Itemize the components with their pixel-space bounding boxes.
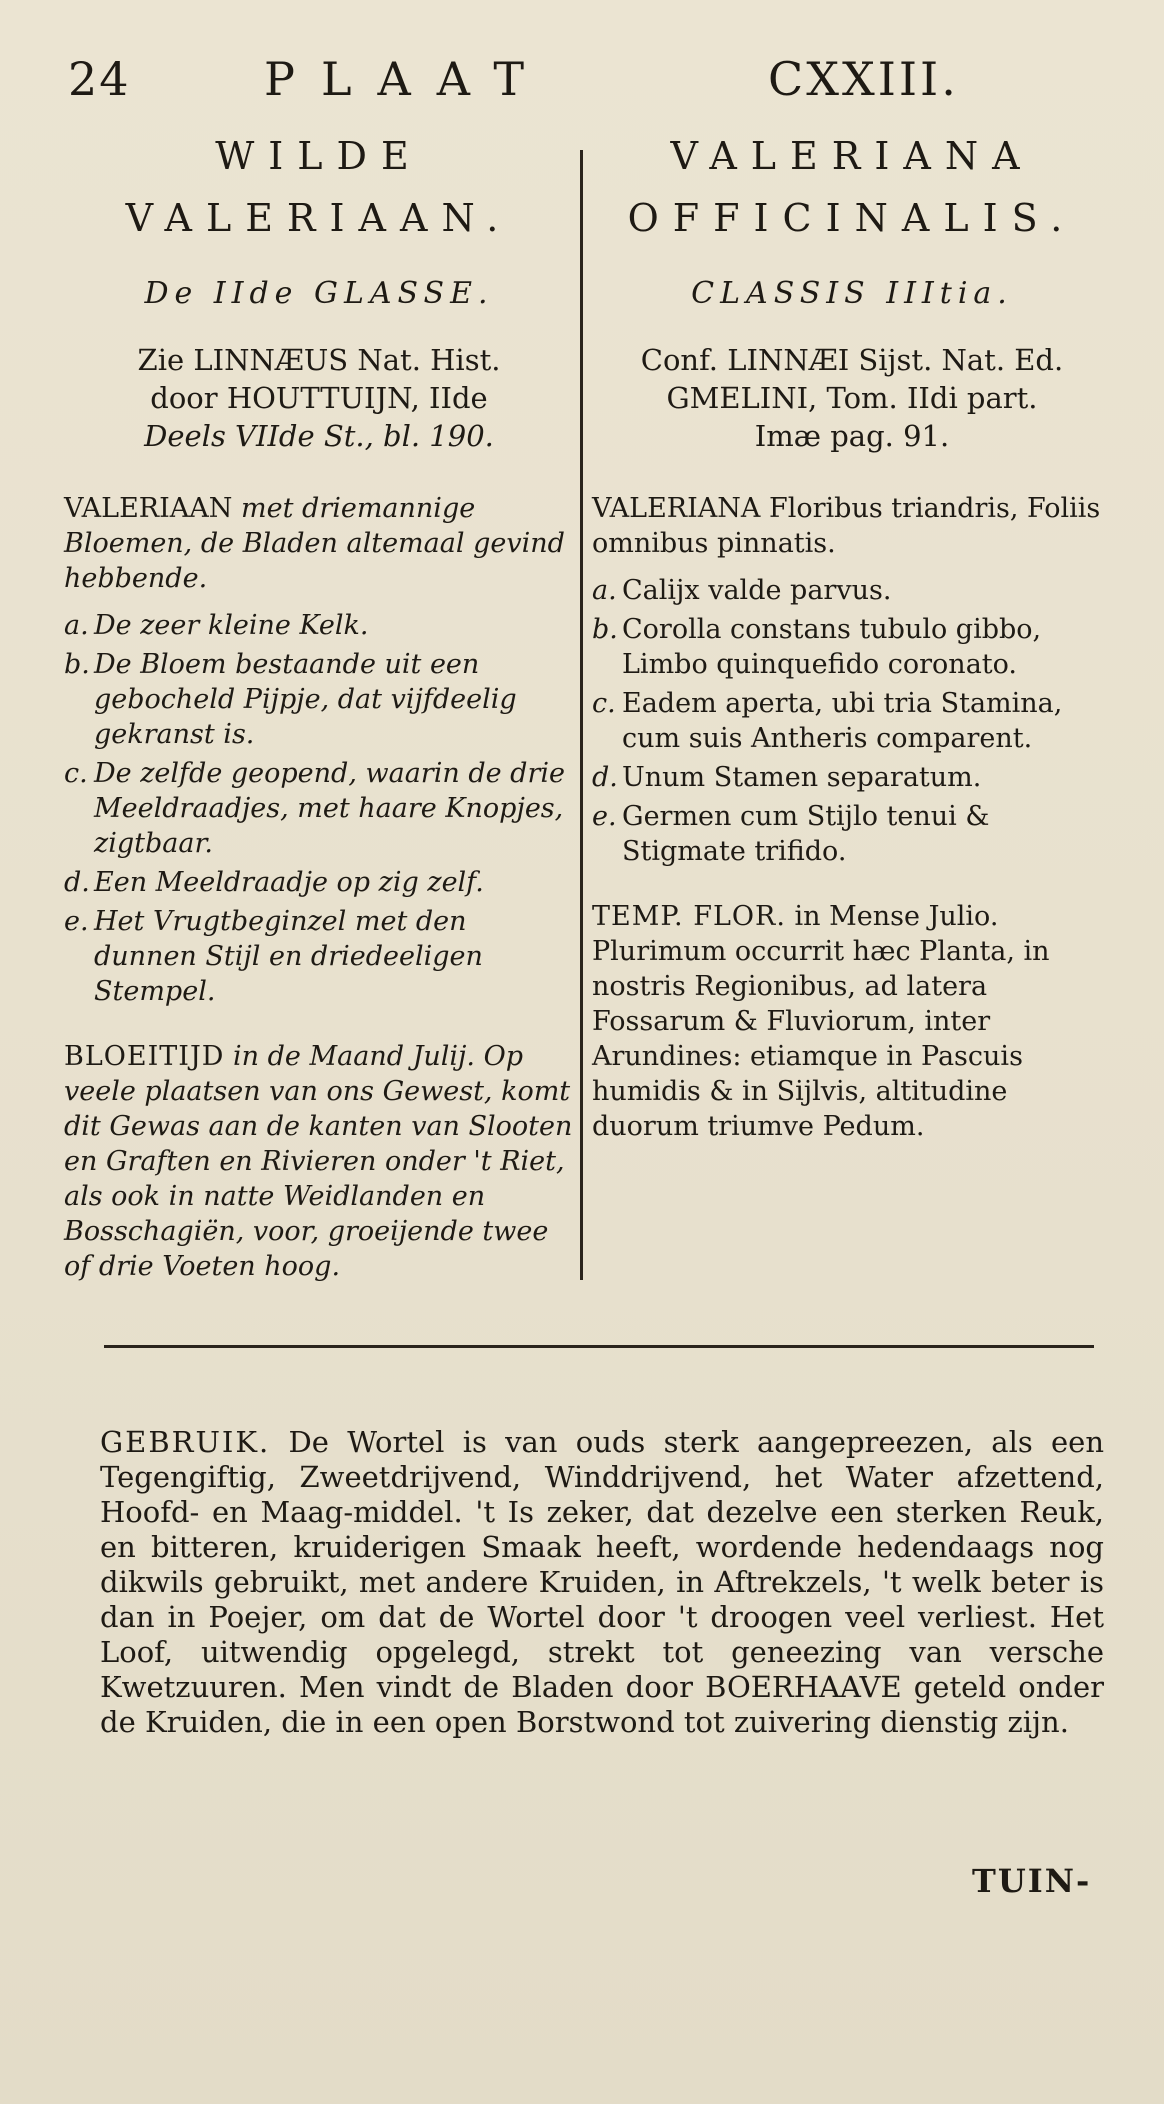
item-text: Germen cum Stijlo tenui & Stigmate trifido.: [622, 801, 990, 867]
dutch-classe: De IIde GLASSE.: [144, 276, 494, 311]
list-item: [64, 904, 574, 1009]
list-item: [592, 686, 1112, 756]
item-text: De zelfde geopend, waarin de drie Meeldraadjes, met haare Knopjes, zigtbaar.: [94, 758, 565, 859]
item-key: d.: [64, 867, 90, 898]
list-item: [592, 760, 1112, 795]
dutch-reference: [64, 341, 574, 455]
item-key: e.: [64, 906, 89, 937]
usage-text: De Wortel is van ouds sterk aangepreezen, als een Tegengiftig, Zweetdrijvend, Winddrijvend, het Water afzettend, Hoofd- en Maag-middel. 't Is zeker, dat dezelve een sterken Reuk, en bitteren, kruiderigen Smaak heeft, wordende hedendaags nog dikwils gebruikt, met andere Kruiden, in Aftrekzels, 't welk beter is dan in Poejer, om dat de Wortel door 't droogen veel verliest. Het Loof, uitwendig opgelegd, strekt tot geneezing van versche Kwetzuuren. Men vindt de Bladen door BOERHAAVE geteld onder de Kruiden, die in een open Borstwond tot zuivering dienstig zijn.: [100, 1425, 1105, 1739]
list-item: [592, 573, 1112, 608]
item-text: De zeer kleine Kelk.: [94, 610, 369, 641]
dutch-column: [64, 130, 574, 1284]
dutch-flowering-lead: BLOEITIJD: [64, 1041, 225, 1072]
item-key: c.: [592, 688, 616, 719]
dutch-flowering-text: in de Maand Julij. Op veele plaatsen van ons Gewest, komt dit Gewas aan de kanten van Slooten en Graften en Rivieren onder 't Riet, als ook in natte Weidlanden en Bosschagiën, voor, groeijende twee of drie Voeten hoog.: [64, 1041, 573, 1282]
latin-flowering-lead: TEMP. FLOR.: [592, 901, 786, 932]
latin-reference: [592, 341, 1112, 455]
latin-flowering-text: in Mense Julio. Plurimum occurrit hæc Planta, in nostris Regionibus, ad latera Fossarum & Fluviorum, inter Arundines: etiamque in Pascuis humidis & in Sijlvis, altitudine duorum triumve Pedum.: [592, 901, 1050, 1142]
latin-figure-list: [592, 573, 1112, 869]
plate-numeral: CXXIII.: [768, 52, 959, 106]
latin-flowering: [592, 899, 1112, 1144]
item-text: Corolla constans tubulo gibbo, Limbo quinquefido coronato.: [622, 614, 1042, 680]
latin-title-line1: VALERIANA: [670, 134, 1034, 178]
item-text: De Bloem bestaande uit een gebocheld Pijpje, dat vijfdeelig gekranst is.: [94, 649, 517, 750]
item-key: b.: [64, 649, 90, 680]
latin-reference-line: Conf. LINNÆI Sijst. Nat. Ed.: [640, 343, 1064, 377]
dutch-flowering: [64, 1039, 574, 1284]
plate-word: PLAAT: [264, 52, 551, 106]
list-item: [64, 865, 574, 900]
latin-reference-line: GMELINI, Tom. IIdi part.: [666, 381, 1038, 415]
catchword: TUIN-: [972, 1862, 1092, 1900]
dutch-title-line1: WILDE: [215, 134, 423, 178]
latin-classis: CLASSIS IIItia.: [691, 276, 1013, 311]
item-text: Eadem aperta, ubi tria Stamina, cum suis Antheris comparent.: [622, 688, 1063, 754]
latin-title-line2: OFFICINALIS.: [627, 196, 1077, 240]
horizontal-rule: [104, 1345, 1094, 1348]
latin-description: [592, 491, 1112, 561]
item-key: b.: [592, 614, 618, 645]
list-item: [592, 799, 1112, 869]
list-item: [64, 756, 574, 861]
dutch-figure-list: [64, 608, 574, 1009]
dutch-title-line2: VALERIAAN.: [125, 196, 513, 240]
latin-description-lead: VALERIANA: [592, 493, 761, 524]
dutch-description: [64, 491, 574, 596]
usage-lead: GEBRUIK.: [100, 1425, 271, 1459]
item-key: e.: [592, 801, 617, 832]
item-key: a.: [64, 610, 89, 641]
latin-description-text: Floribus triandris, Foliis omnibus pinnatis.: [592, 493, 1101, 559]
dutch-reference-line: Deels VIIde St., bl. 190.: [144, 419, 494, 453]
list-item: [592, 612, 1112, 682]
item-text: Het Vrugtbeginzel met den dunnen Stijl en driedeeligen Stempel.: [94, 906, 483, 1007]
dutch-reference-line: door HOUTTUIJN, IIde: [150, 381, 488, 415]
dutch-reference-line: Zie LINNÆUS Nat. Hist.: [137, 343, 501, 377]
list-item: [64, 608, 574, 643]
latin-column: [592, 130, 1112, 1144]
list-item: [64, 647, 574, 752]
item-text: Een Meeldraadje op zig zelf.: [94, 867, 484, 898]
latin-reference-line: Imæ pag. 91.: [754, 419, 950, 453]
column-divider: [580, 150, 583, 1280]
item-text: Calijx valde parvus.: [622, 575, 892, 606]
page-number: 24: [68, 52, 131, 106]
item-key: a.: [592, 575, 617, 606]
item-text: Unum Stamen separatum.: [622, 762, 982, 793]
dutch-description-text: met driemannige Bloemen, de Bladen altemaal gevind hebbende.: [64, 493, 565, 594]
dutch-description-lead: VALERIAAN: [64, 493, 233, 524]
item-key: c.: [64, 758, 88, 789]
item-key: d.: [592, 762, 618, 793]
usage-paragraph: [100, 1425, 1104, 1740]
